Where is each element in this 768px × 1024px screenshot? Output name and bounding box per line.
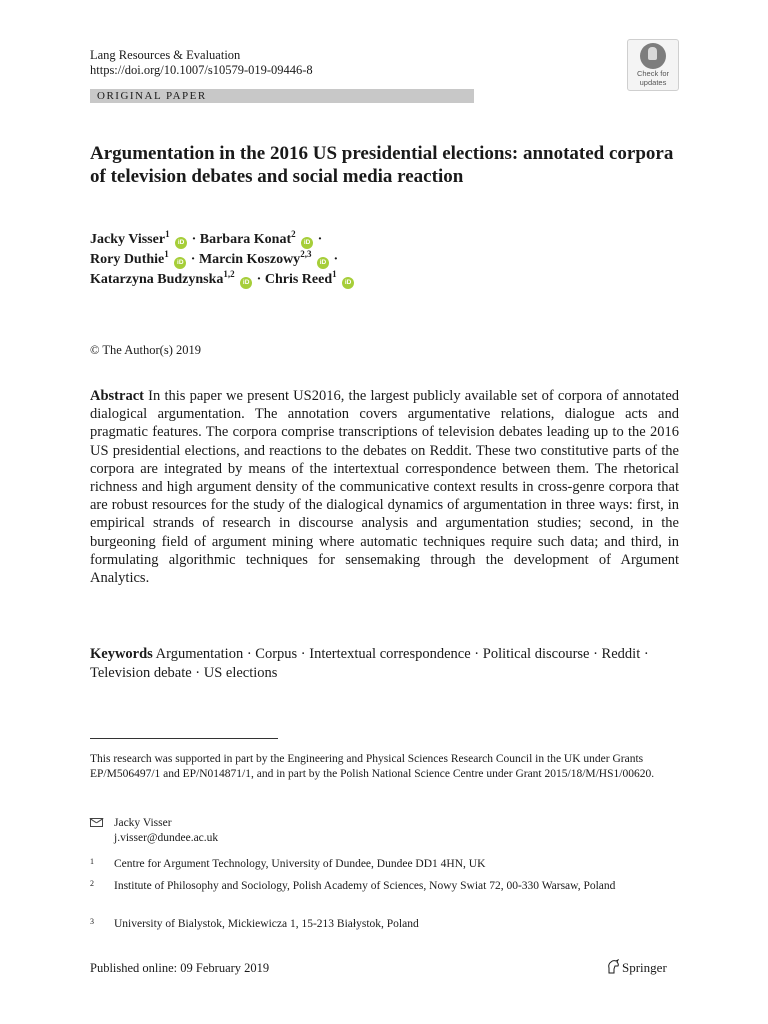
funding-note: This research was supported in part by the Engineering and Physical Sciences Research Council in the UK under Grants EP/M506497/1 and EP/N014871/1, and in part by the Polish National Science Centre under Grant 2015/18/M/HS1/00620. — [90, 753, 655, 780]
affiliation-text: Centre for Argument Technology, University of Dundee, Dundee DD1 4HN, UK — [114, 858, 486, 870]
author-affiliation-number: 2,3 — [300, 249, 312, 259]
orcid-icon[interactable]: iD — [240, 277, 252, 289]
affiliation-number: 1 — [90, 857, 94, 866]
abstract-label: Abstract — [90, 388, 144, 404]
affiliation-number: 3 — [90, 917, 94, 926]
affiliation-text: Institute of Philosophy and Sociology, Polish Academy of Sciences, Nowy Swiat 72, 00-330 Warsaw, Poland — [114, 880, 616, 892]
keywords — [90, 645, 679, 683]
author-separator: · — [256, 272, 262, 287]
orcid-icon[interactable]: iD — [342, 277, 354, 289]
author-name: Jacky Visser — [90, 232, 166, 247]
publisher-name: Springer — [622, 960, 667, 975]
author-name: Katarzyna Budzynska — [90, 272, 224, 287]
affiliation-text: University of Bialystok, Mickiewicza 1, 15-213 Białystok, Poland — [114, 918, 419, 930]
footnote-divider — [90, 738, 278, 739]
paper-title: Argumentation in the 2016 US presidential elections: annotated corpora of television debates and social media reaction — [90, 143, 674, 187]
abstract — [90, 387, 679, 587]
envelope-icon — [90, 818, 103, 827]
abstract-text: In this paper we present US2016, the largest publicly available set of corpora of annotated dialogical argumentation. The annotation covers argumentative relations, dialogue acts and pragmatic features. The corpora comprise transcriptions of television debates leading up to the 2016 US presidential elections, and reactions to the debates on Reddit. These two constitutive parts of the corpora are integrated by means of the intertextual correspondence between them. The rhetorical richness and high argument density of the communicative context results in cross-genre corpora that are robust resources for the study of the dialogical dynamics of argumentation in three ways: first, in empirical strands of research in discourse analysis and argumentation studies; second, in the burgeoning field of argument mining where automatic techniques require such data; and third, in formulating algorithmic techniques for sensemaking through the development of Argument Analytics. — [90, 388, 680, 587]
author-affiliation-number: 1,2 — [223, 269, 235, 279]
orcid-icon[interactable]: iD — [317, 257, 329, 269]
published-date: Published online: 09 February 2019 — [90, 961, 270, 975]
contact-name: Jacky Visser — [114, 817, 172, 829]
author-name: Marcin Koszowy — [198, 252, 301, 267]
author-list — [90, 230, 610, 290]
keywords-label: Keywords — [90, 646, 153, 662]
badge-line1: Check for — [636, 69, 670, 78]
section-label: ORIGINAL PAPER — [97, 90, 207, 102]
badge-line2: updates — [639, 78, 667, 87]
orcid-icon[interactable]: iD — [301, 237, 313, 249]
contact-email[interactable]: j.visser@dundee.ac.uk — [114, 832, 219, 844]
check-for-updates-icon — [640, 43, 666, 69]
springer-horse-icon — [606, 959, 620, 974]
author-separator: · — [333, 252, 339, 267]
author-name: Rory Duthie — [90, 252, 165, 267]
author-affiliation-number: 2 — [291, 229, 296, 239]
author-affiliation-number: 1 — [164, 249, 169, 259]
author-separator: · — [190, 252, 196, 267]
author-name: Chris Reed — [264, 272, 333, 287]
author-separator: · — [317, 232, 323, 247]
author-name: Barbara Konat — [199, 232, 292, 247]
copyright-notice: © The Author(s) 2019 — [90, 343, 201, 357]
check-for-updates-badge[interactable] — [627, 39, 679, 91]
journal-header — [90, 48, 313, 78]
keywords-text: Argumentation · Corpus · Intertextual correspondence · Political discourse · Reddit · Television debate · US elections — [90, 646, 649, 681]
affiliation-number: 2 — [90, 879, 94, 888]
author-affiliation-number: 1 — [332, 269, 337, 279]
doi-link[interactable]: https://doi.org/10.1007/s10579-019-09446-8 — [90, 63, 313, 77]
publisher-logo — [606, 959, 667, 976]
journal-name: Lang Resources & Evaluation — [90, 48, 241, 62]
orcid-icon[interactable]: iD — [174, 257, 186, 269]
section-label-bar — [90, 89, 474, 103]
author-separator: · — [191, 232, 197, 247]
orcid-icon[interactable]: iD — [175, 237, 187, 249]
author-affiliation-number: 1 — [165, 229, 170, 239]
